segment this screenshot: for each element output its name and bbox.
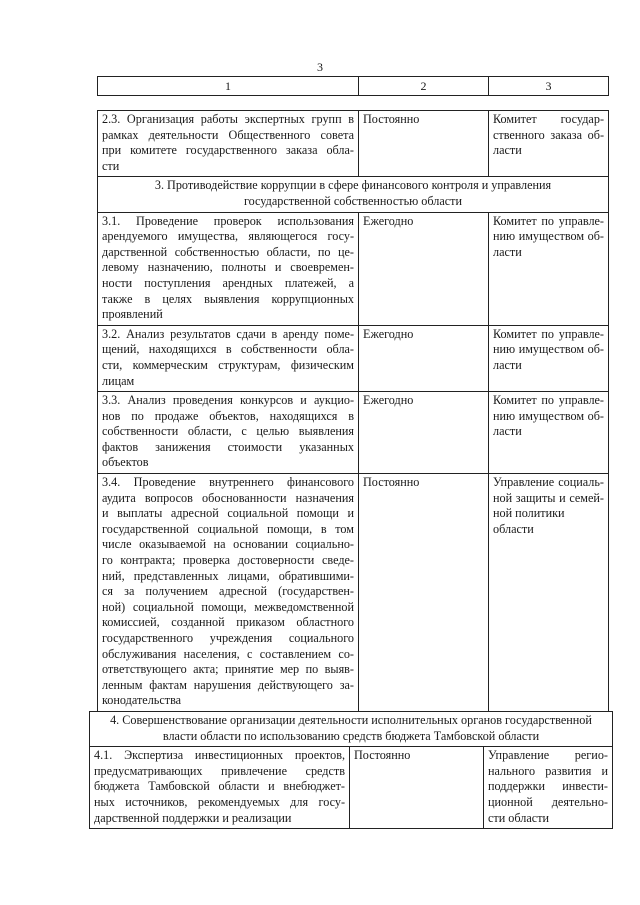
measure-description-line: и выплаты адресной социальной помощи и xyxy=(102,506,354,521)
measure-responsible-line: Комитет по управле- xyxy=(493,393,604,408)
measures-table-section-4 xyxy=(89,711,613,829)
measure-description-line: арендуемого имущества, являющегося госу- xyxy=(102,229,354,244)
measure-responsible-line: поддержки инвести- xyxy=(488,779,608,794)
measure-responsible xyxy=(489,325,609,391)
measure-responsible xyxy=(489,474,609,712)
measure-responsible-line: нального развития и xyxy=(488,763,608,778)
measure-description-line: ний, представленных лицами, обратившими- xyxy=(102,568,354,583)
measure-responsible xyxy=(489,392,609,474)
table-row xyxy=(98,212,609,325)
measure-term: Ежегодно xyxy=(359,325,489,391)
measure-description-line: обслуживания населения, с составлением со- xyxy=(102,646,354,661)
header-col-2: 2 xyxy=(359,77,489,96)
measure-responsible-line: ной политики области xyxy=(493,506,565,536)
table-row xyxy=(98,392,609,474)
header-col-1: 1 xyxy=(98,77,359,96)
measure-responsible-line: Управление социаль- xyxy=(493,475,604,490)
table-row xyxy=(90,747,613,829)
measure-description-line: числе оказываемой на основании социально- xyxy=(102,537,354,552)
measure-responsible-line: Комитет государ- xyxy=(493,112,604,126)
measure-description-line: бюджета Тамбовской области и внебюджет- xyxy=(94,779,345,794)
measure-description xyxy=(98,392,359,474)
measure-description-line: сти, коммерческим структурам, физическим xyxy=(102,357,354,372)
table-row xyxy=(98,474,609,712)
measure-description-line: щений, находящихся в собственности обла- xyxy=(102,342,354,357)
measure-description xyxy=(90,747,350,829)
measure-responsible-line: ной защиты и семей- xyxy=(493,490,604,505)
measure-responsible-line: нию имуществом об- xyxy=(493,342,604,357)
measure-description-line: 4.1. Экспертиза инвестиционных проектов, xyxy=(94,748,345,763)
measure-description xyxy=(98,474,359,712)
measure-description-line: государственной социальной помощи, в том xyxy=(102,521,354,536)
measure-description-line: объектов xyxy=(102,455,149,470)
measure-description-line: ся за получением адресной (государствен- xyxy=(102,584,354,599)
section-3-heading-title xyxy=(98,177,609,212)
measure-description-line: проявлений xyxy=(102,307,163,322)
measure-responsible xyxy=(489,212,609,325)
measure-responsible-line: нию имуществом об- xyxy=(493,229,604,244)
measure-responsible-line: ственного заказа об- xyxy=(493,127,604,142)
measure-responsible-line: ласти xyxy=(493,143,522,158)
measure-description-line: государственного учреждения социального xyxy=(102,631,354,645)
measure-description-line: конодательства xyxy=(102,693,182,708)
section-4-heading-title-line: власти области по использованию средств бюджета Тамбовской области xyxy=(162,728,540,743)
measure-responsible-line: нию имуществом об- xyxy=(493,408,604,423)
measure-description-line: 3.4. Проведение внутреннего финансового xyxy=(102,475,354,490)
measure-description-line: также в целях выявления коррупционных xyxy=(102,291,354,306)
measure-description-line: сти xyxy=(102,158,120,173)
measure-description-line: ных источников, рекомендуемых для госу- xyxy=(94,794,345,809)
measure-description-line: аудита вопросов обоснованности назначения xyxy=(102,490,354,505)
measure-responsible-line: Комитет по управле- xyxy=(493,326,604,341)
measure-responsible-line: сти области xyxy=(488,810,550,825)
measure-term: Ежегодно xyxy=(359,212,489,325)
measure-term: Постоянно xyxy=(350,747,484,829)
measure-responsible-line: Комитет по управле- xyxy=(493,213,604,228)
measure-term: Постоянно xyxy=(359,111,489,177)
section-4-heading-title-line: 4. Совершенствование организации деятельности исполнительных органов государственной xyxy=(110,713,592,727)
measure-responsible-line: ласти xyxy=(493,357,522,372)
measure-description-line: ной) социальной помощи, межведомственной xyxy=(102,599,354,614)
measure-description-line: дарственной собственностью области, по це- xyxy=(102,244,354,259)
measure-description xyxy=(98,111,359,177)
measure-description xyxy=(98,212,359,325)
measure-description-line: нов по продаже объектов, находящихся в xyxy=(102,408,354,423)
header-col-3: 3 xyxy=(489,77,609,96)
measure-responsible xyxy=(484,747,613,829)
section-4-heading-title xyxy=(90,712,613,747)
section-3-heading-title-line: 3. Противодействие коррупции в сфере финансового контроля и управления xyxy=(154,178,552,193)
measure-term: Ежегодно xyxy=(359,392,489,474)
measure-description-line: фактов занижения стоимости указанных xyxy=(102,439,354,454)
section-3-heading-title-line: государственной собственностью области xyxy=(243,193,463,208)
measure-responsible xyxy=(489,111,609,177)
measure-description-line: ответствующего акта; принятие мер по выяв- xyxy=(102,662,354,677)
section-4-heading xyxy=(90,712,613,747)
measures-table xyxy=(97,110,609,712)
section-3-heading xyxy=(98,177,609,212)
measure-description-line: предусматривающих привлечение средств xyxy=(94,763,345,778)
measure-description-line: при комитете государственного заказа обла- xyxy=(102,143,354,158)
measure-responsible-line: ционной деятельно- xyxy=(488,794,608,809)
measure-description-line: лицам xyxy=(102,373,135,388)
measure-description-line: 2.3. Организация работы экспертных групп в xyxy=(102,112,354,126)
measure-description-line: собственности области, с целью выявления xyxy=(102,424,354,439)
measure-description-line: дарственной поддержки и реализации xyxy=(94,810,292,825)
table-header xyxy=(97,76,609,96)
measure-description-line: левому назначению, полноты и своевремен- xyxy=(102,260,354,275)
page-number: 3 xyxy=(317,60,323,74)
measure-responsible-line: ласти xyxy=(493,244,522,259)
measure-description xyxy=(98,325,359,391)
measure-description-line: ленным фактам нарушения действующего за- xyxy=(102,677,354,692)
measure-description-line: рамках деятельности Общественного совета xyxy=(102,127,354,142)
measure-term: Постоянно xyxy=(359,474,489,712)
table-row xyxy=(98,111,609,177)
measure-description-line: 3.2. Анализ результатов сдачи в аренду поме- xyxy=(102,326,354,341)
measure-description-line: ности поступления арендных платежей, а xyxy=(102,275,354,290)
measure-responsible-line: ласти xyxy=(493,424,522,439)
measure-responsible-line: Управление регио- xyxy=(488,748,608,763)
measure-description-line: го контракта; проверка достоверности сведе- xyxy=(102,553,354,568)
table-row xyxy=(98,325,609,391)
measure-description-line: 3.1. Проведение проверок использования xyxy=(102,213,354,228)
measure-description-line: комиссией, созданной приказом областного xyxy=(102,615,354,630)
measure-description-line: 3.3. Анализ проведения конкурсов и аукцио- xyxy=(102,393,354,408)
